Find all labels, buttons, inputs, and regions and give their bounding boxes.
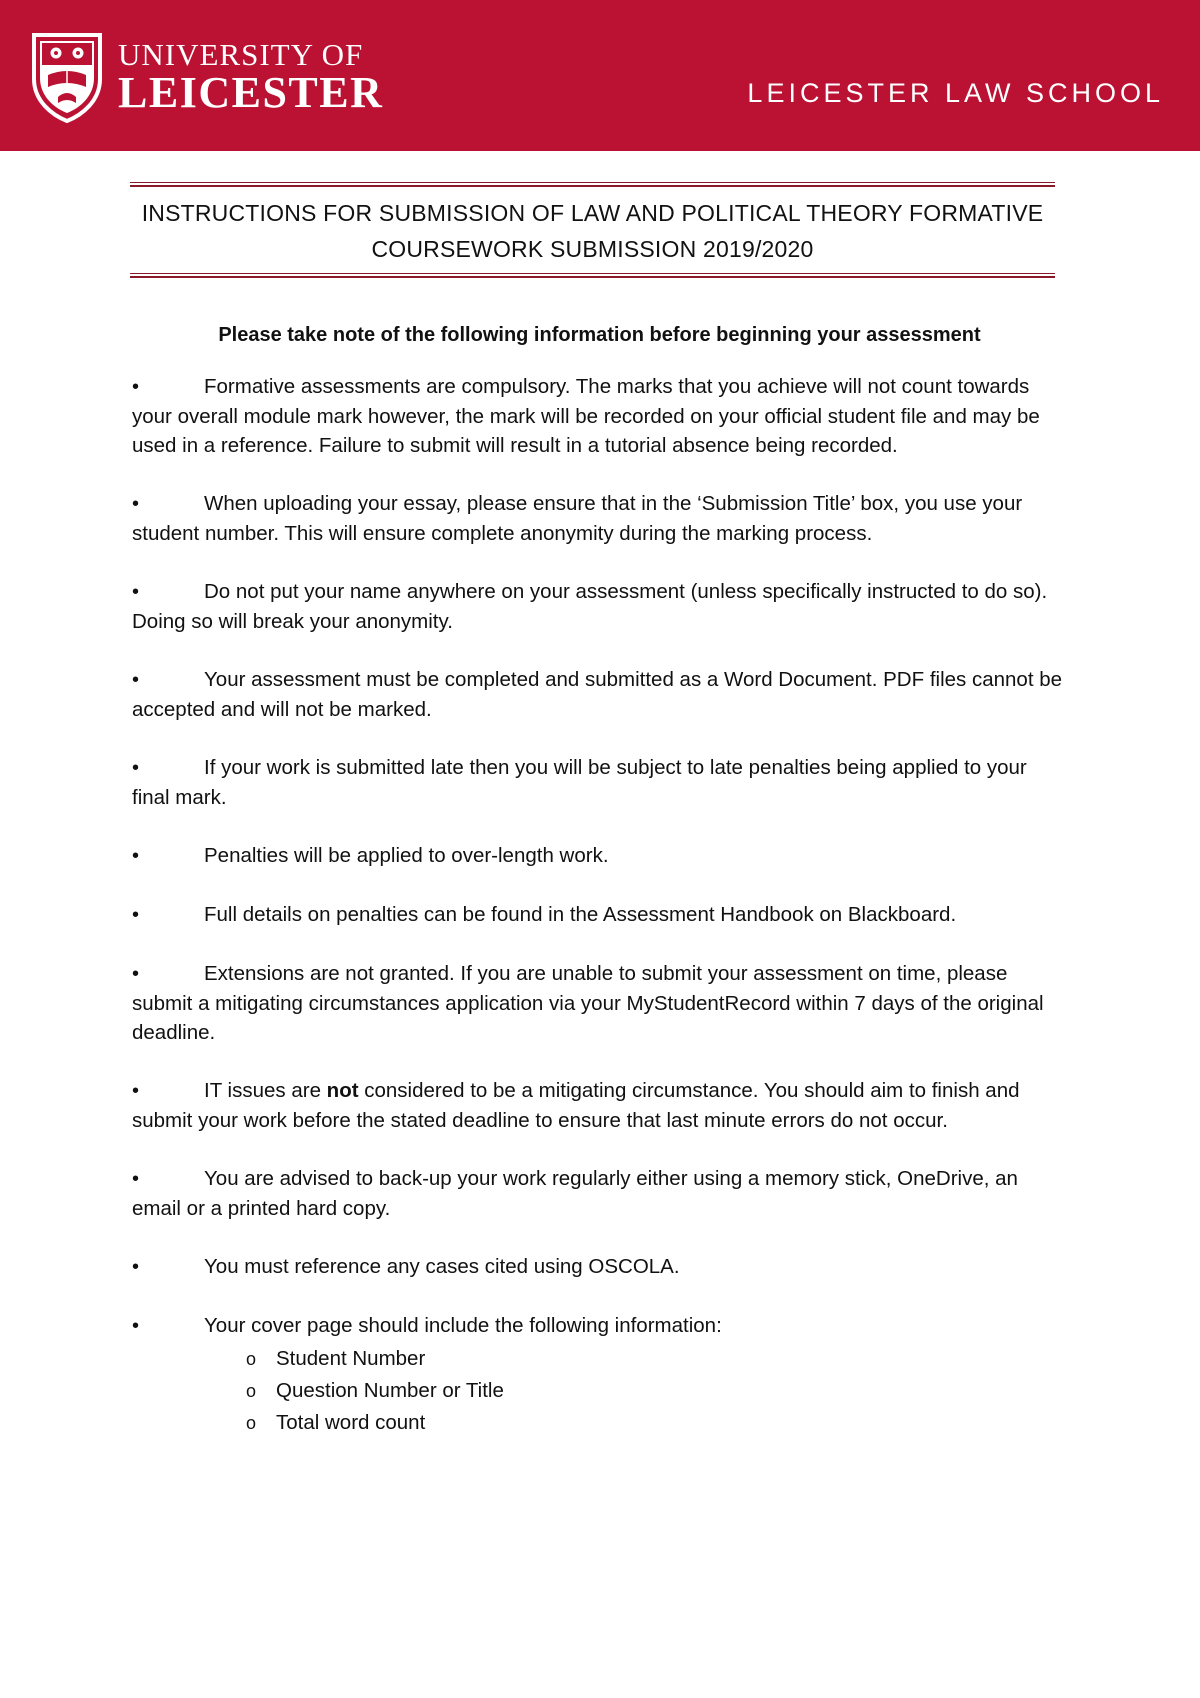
instruction-item (132, 1311, 1067, 1439)
emphasis-not: not (326, 1079, 359, 1102)
instruction-text: Your assessment must be completed and submitted as a Word Document. PDF files cannot be accepted and will not be marked. (132, 668, 1063, 721)
instruction-item (132, 900, 1067, 930)
instruction-text: Formative assessments are compulsory. The marks that you achieve will not count towards your overall module mark however, the mark will be recorded on your official student file and may be used in a reference. Failure to submit will result in a tutorial absence being recorded. (132, 375, 1040, 457)
instruction-text-end: considered to be a mitigating circumstance. You should aim to finish and submit your work before the stated deadline to ensure that last minute errors do not occur. (132, 1079, 1020, 1132)
instruction-item (132, 1252, 1067, 1282)
bullet-icon: • (132, 581, 140, 603)
intro-heading: Please take note of the following information before beginning your assessment (218, 324, 981, 346)
bullet-icon: • (132, 669, 140, 691)
title-rule-bottom (130, 273, 1055, 278)
bullet-icon: • (132, 1256, 140, 1278)
bullet-icon: • (132, 1080, 140, 1102)
circle-bullet-icon: o (246, 1349, 257, 1369)
instruction-text: You must reference any cases cited using OSCOLA. (204, 1255, 680, 1278)
instruction-item (132, 1076, 1067, 1135)
document-title-block (130, 182, 1055, 278)
cover-page-item (246, 1375, 1067, 1407)
cover-page-list (246, 1343, 1067, 1439)
instruction-text: Your cover page should include the following information: (204, 1314, 722, 1337)
instruction-text: When uploading your essay, please ensure that in the ‘Submission Title’ box, you use your student number. This will ensure complete anonymity during the marking process. (132, 492, 1023, 545)
instruction-list (132, 372, 1067, 1439)
instruction-text: You are advised to back-up your work regularly either using a memory stick, OneDrive, an email or a printed hard copy. (132, 1167, 1018, 1220)
bullet-icon: • (132, 493, 140, 515)
instruction-text: Penalties will be applied to over-length work. (204, 844, 609, 867)
cover-page-item-text: Student Number (276, 1347, 426, 1370)
university-logo (30, 31, 383, 123)
cover-page-item (246, 1407, 1067, 1439)
logo-line-1: UNIVERSITY OF (118, 37, 364, 72)
document-title (130, 187, 1055, 273)
instruction-text: Full details on penalties can be found in the Assessment Handbook on Blackboard. (204, 903, 957, 926)
bullet-icon: • (132, 845, 140, 867)
school-name: LEICESTER LAW SCHOOL (747, 78, 1164, 108)
bullet-icon: • (132, 963, 140, 985)
bullet-icon: • (132, 1168, 140, 1190)
bullet-icon: • (132, 1315, 140, 1337)
cover-page-item (246, 1343, 1067, 1375)
bullet-icon: • (132, 376, 140, 398)
instruction-text: Extensions are not granted. If you are unable to submit your assessment on time, please submit a mitigating circumstances application via your MyStudentRecord within 7 days of the original deadline. (132, 962, 1044, 1044)
instruction-item (132, 372, 1067, 460)
title-line-1: INSTRUCTIONS FOR SUBMISSION OF LAW AND POLITICAL THEORY FORMATIVE (141, 200, 1044, 226)
instruction-text-start: IT issues are (204, 1079, 327, 1102)
university-wordmark (118, 39, 383, 115)
cover-page-item-text: Question Number or Title (276, 1379, 504, 1402)
instruction-item (132, 841, 1067, 871)
title-line-2: COURSEWORK SUBMISSION 2019/2020 (371, 236, 814, 262)
instruction-item (132, 753, 1067, 812)
header-band (0, 0, 1200, 151)
instructions-content (132, 320, 1067, 1468)
bullet-icon: • (132, 757, 140, 779)
bullet-icon: • (132, 904, 140, 926)
shield-icon (30, 31, 104, 123)
instruction-item (132, 665, 1067, 724)
logo-line-2: LEICESTER (118, 68, 384, 117)
instruction-item (132, 577, 1067, 636)
instruction-item (132, 959, 1067, 1047)
instruction-text: If your work is submitted late then you will be subject to late penalties being applied to your final mark. (132, 756, 1027, 809)
cover-page-item-text: Total word count (276, 1411, 426, 1434)
instruction-item (132, 1164, 1067, 1223)
circle-bullet-icon: o (246, 1381, 257, 1401)
circle-bullet-icon: o (246, 1413, 257, 1433)
instruction-item (132, 489, 1067, 548)
instruction-text: Do not put your name anywhere on your assessment (unless specifically instructed to do so). Doing so will break your anonymity. (132, 580, 1048, 633)
